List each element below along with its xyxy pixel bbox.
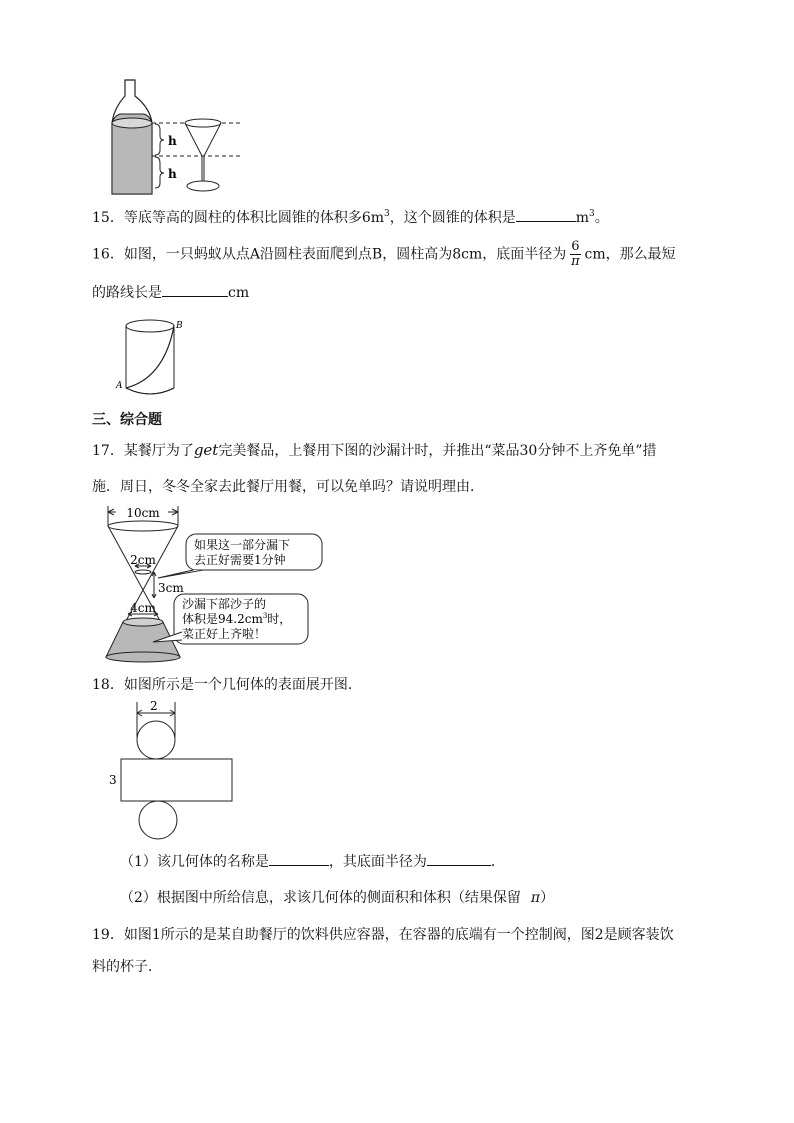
cylinder-figure <box>112 316 192 398</box>
q18-pi: π <box>530 890 541 906</box>
hourglass-figure <box>98 502 328 664</box>
bottle-glass-figure <box>100 78 250 200</box>
point-a-label: A <box>116 381 123 391</box>
q17-line1-a: 17．某餐厅为了 <box>92 443 194 459</box>
q15-text-d: 。 <box>594 210 609 226</box>
q18-sub1-c: ． <box>490 854 505 870</box>
bubble2-line1: 沙漏下部沙子的 <box>182 597 267 611</box>
bottom-width-label: 4cm <box>130 601 156 615</box>
q18-sub2-b: ） <box>540 890 555 906</box>
height-label: 3 <box>109 773 117 787</box>
q16-line2-a: 的路线长是 <box>92 285 162 301</box>
q15-answer-blank[interactable] <box>516 208 576 222</box>
svg-text:体积是94.2cm3时， <box>182 611 291 626</box>
q15-text-b: ，这个圆锥的体积是 <box>389 210 516 226</box>
question-17-line2: 施．周日，冬冬全家去此餐厅用餐，可以免单吗？请说明理由． <box>92 479 484 495</box>
top-width-label: 10cm <box>126 506 160 520</box>
point-b-label: B <box>176 321 183 331</box>
q15-text-a: 15．等底等高的圆柱的体积比圆锥的体积多6m <box>92 210 384 226</box>
net-figure <box>104 698 244 844</box>
q15-sup: 3 <box>384 209 390 219</box>
question-15 <box>92 205 609 227</box>
question-18-part2 <box>120 889 554 907</box>
diameter-label: 2 <box>150 699 158 713</box>
question-18: 18．如图所示是一个几何体的表面展开图． <box>92 677 362 693</box>
q16-text-b: cm，那么最短 <box>584 246 676 263</box>
q16-frac-den: π <box>571 254 580 269</box>
question-17 <box>92 441 656 460</box>
q15-sup2: 3 <box>589 209 595 219</box>
q16-frac-num: 6 <box>571 239 580 254</box>
q18-radius-blank[interactable] <box>427 852 491 866</box>
neck-height-label: 3cm <box>158 581 184 595</box>
question-18-part1 <box>120 852 505 871</box>
bubble1-line2: 去正好需要1分钟 <box>194 553 286 567</box>
q18-sub1-a: （1）该几何体的名称是 <box>120 854 269 870</box>
q16-fraction <box>570 240 580 269</box>
h-label-top: h <box>168 134 177 148</box>
h-label-bottom: h <box>168 167 177 181</box>
bubble2-line2b: 时， <box>267 612 292 626</box>
q15-text-c: m <box>575 210 590 226</box>
q17-get: get <box>193 441 219 459</box>
bubble2-sup: 3 <box>262 612 268 620</box>
q18-sub2-a: （2）根据图中所给信息，求该几何体的侧面积和体积（结果保留 <box>120 890 521 906</box>
neck-width-label: 2cm <box>130 553 156 567</box>
q18-name-blank[interactable] <box>269 852 329 866</box>
q16-answer-blank[interactable] <box>162 283 228 297</box>
q16-text-a: 16．如图，一只蚂蚁从点A沿圆柱表面爬到点B，圆柱高为8cm，底面半径为 <box>92 246 567 263</box>
section-3-title: 三、综合题 <box>92 412 162 428</box>
question-19-line2: 料的杯子． <box>92 959 162 975</box>
question-16-line2 <box>92 283 249 302</box>
bubble2-line2a: 体积是94.2cm <box>182 612 263 626</box>
bubble1-line1: 如果这一部分漏下 <box>194 538 291 552</box>
question-16 <box>92 240 676 269</box>
q17-line1-b: 完美餐品，上餐用下图的沙漏计时，并推出“菜品30分钟不上齐免单”措 <box>218 443 657 459</box>
q18-sub1-b: ，其底面半径为 <box>328 854 427 870</box>
question-19: 19．如图1所示的是某自助餐厅的饮料供应容器，在容器的底端有一个控制阀，图2是顾客装饮 <box>92 927 674 943</box>
bubble2-line3: 菜正好上齐啦！ <box>182 627 267 641</box>
q16-line2-b: cm <box>228 285 250 301</box>
